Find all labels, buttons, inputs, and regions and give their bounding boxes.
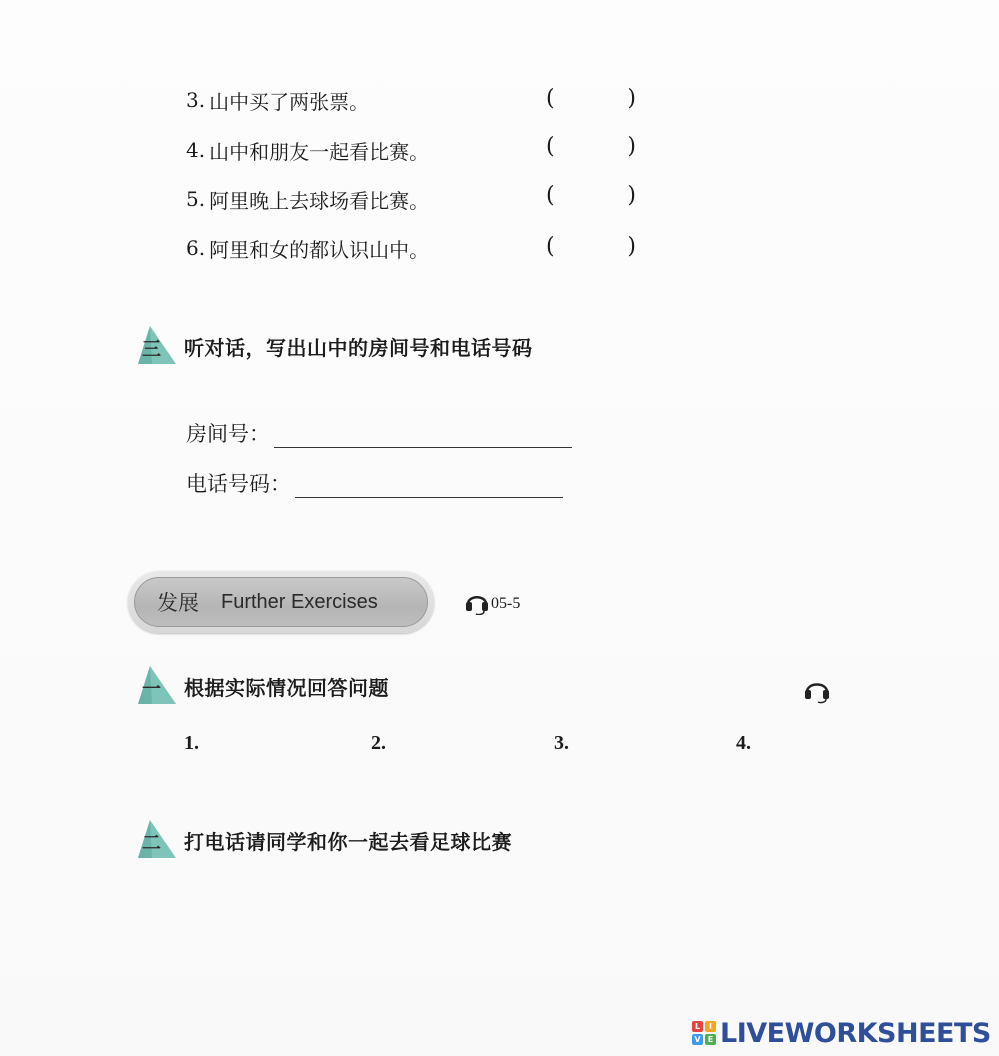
further-section-2-heading: [136, 820, 512, 860]
tf-item-number: 6.: [186, 236, 206, 260]
tf-item-number: 3.: [186, 88, 206, 112]
bracket-close: ): [627, 182, 636, 208]
answer-bracket-6[interactable]: [546, 228, 636, 264]
headphones-icon[interactable]: [802, 676, 832, 704]
triangle-marker-icon: [136, 666, 178, 706]
liveworksheets-watermark: [692, 1016, 991, 1050]
question-number-1: 1.: [184, 732, 199, 754]
bracket-open: (: [546, 182, 555, 208]
section-title: 打电话请同学和你一起去看足球比赛: [184, 829, 512, 854]
answer-bracket-3[interactable]: [546, 80, 636, 116]
triangle-marker-icon: [136, 820, 178, 860]
question-number-3: 3.: [554, 732, 569, 754]
section-number: 二: [142, 832, 162, 854]
section-number: 三: [142, 338, 162, 360]
answer-bracket-4[interactable]: [546, 128, 636, 164]
bracket-open: (: [546, 133, 555, 159]
tf-item-3: [186, 82, 369, 118]
tf-item-text: 山中买了两张票。: [209, 89, 370, 114]
headphones-icon[interactable]: [464, 589, 490, 615]
logo-square: L: [692, 1021, 703, 1032]
audio-track[interactable]: [464, 589, 520, 615]
section-title: 根据实际情况回答问题: [184, 675, 389, 700]
further-exercises-banner: [128, 571, 434, 633]
tf-item-text: 阿里晚上去球场看比赛。: [209, 188, 430, 213]
room-number-row: [186, 412, 572, 448]
tf-item-text: 山中和朋友一起看比赛。: [209, 139, 430, 164]
section-number: 一: [142, 678, 162, 700]
section-3-heading: [136, 326, 533, 366]
tf-item-5: [186, 181, 429, 217]
tf-item-6: [186, 230, 429, 266]
phone-number-row: [186, 462, 563, 498]
answer-bracket-5[interactable]: [546, 177, 636, 213]
bracket-open: (: [546, 85, 555, 111]
further-section-1-heading: [136, 666, 389, 706]
question-number-4: 4.: [736, 732, 751, 754]
logo-square: I: [705, 1021, 716, 1032]
tf-item-4: [186, 132, 429, 168]
bracket-open: (: [546, 233, 555, 259]
liveworksheets-logo-icon: [692, 1021, 716, 1045]
audio-code: 05-5: [491, 595, 521, 612]
section-title: 听对话，写出山中的房间号和电话号码: [184, 335, 533, 360]
tf-item-number: 5.: [186, 187, 206, 211]
bracket-close: ): [627, 233, 636, 259]
watermark-text: LIVEWORKSHEETS: [720, 1017, 991, 1049]
tf-item-text: 阿里和女的都认识山中。: [209, 237, 430, 262]
phone-number-input[interactable]: [295, 473, 563, 498]
room-number-label: 房间号：: [186, 422, 270, 446]
phone-number-label: 电话号码：: [186, 472, 291, 496]
banner-english: Further Exercises: [221, 590, 378, 613]
banner-inner: [134, 577, 428, 627]
bracket-close: ): [627, 133, 636, 159]
question-number-2: 2.: [371, 732, 386, 754]
bracket-close: ): [627, 85, 636, 111]
banner-chinese: 发展: [157, 591, 199, 615]
logo-square: V: [692, 1034, 703, 1045]
tf-item-number: 4.: [186, 138, 206, 162]
room-number-input[interactable]: [274, 423, 572, 448]
triangle-marker-icon: [136, 326, 178, 366]
logo-square: E: [705, 1034, 716, 1045]
